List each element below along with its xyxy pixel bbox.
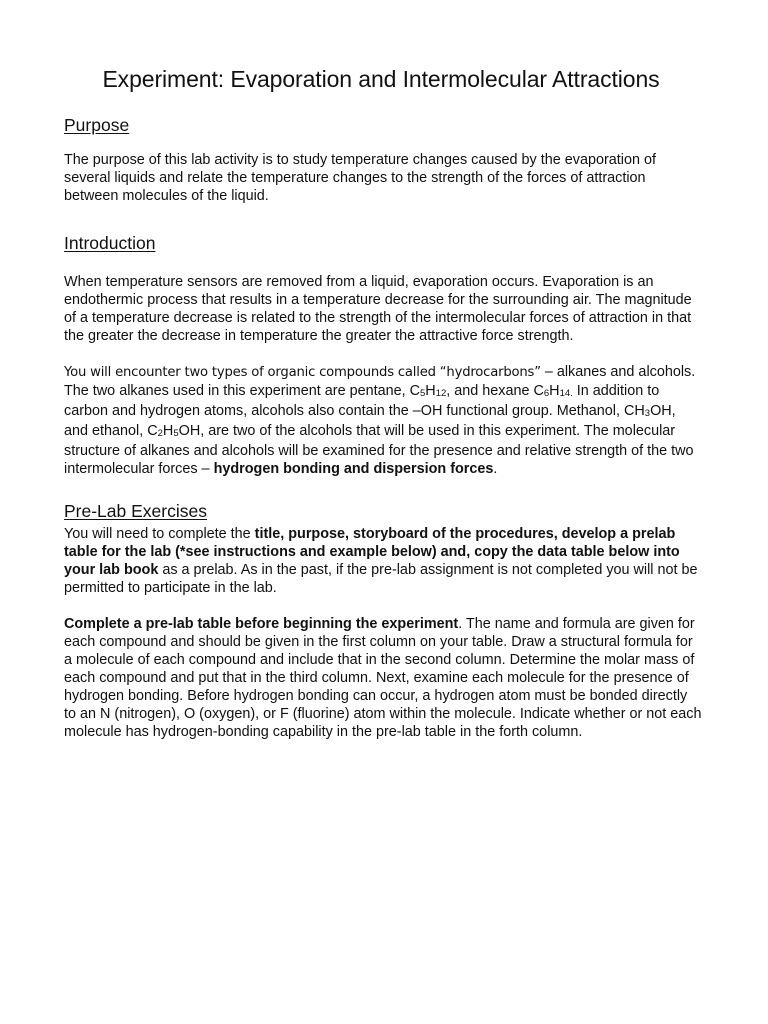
subscript: 14. xyxy=(559,388,573,399)
text-run: as a prelab. As in the past, if the pre-lab assignment is not completed you will not be permitted to participate in the lab. xyxy=(64,562,698,596)
bold-text: Complete a pre-lab table before beginning the experiment xyxy=(64,616,459,632)
document-title: Experiment: Evaporation and Intermolecular Attractions xyxy=(102,66,660,92)
bold-text: hydrogen bonding and dispersion forces xyxy=(213,461,494,477)
hydrocarbons-lead-text: You will encounter two types of organic compounds called “hydrocarbons” xyxy=(64,365,541,380)
introduction-paragraph-1: When temperature sensors are removed from a liquid, evaporation occurs. Evaporation is an endothermic process that results in a temperature decrease for the surrounding air. The magnitude of a temperature decrease is related to the strength of the intermolecular forces of attraction in that the greater the decrease in temperature the greater the attractive force strength. xyxy=(64,274,692,344)
text-run: H xyxy=(549,383,560,399)
introduction-heading: Introduction xyxy=(64,233,156,253)
introduction-paragraph-2 xyxy=(64,363,702,478)
text-run: OH, are two of the alcohols that will be used in this experiment. The molecular structure of alkanes and alcohols will be examined for the presence and relative strength of the two intermolecular forces – xyxy=(64,423,694,477)
subscript: 6 xyxy=(543,388,550,399)
prelab-heading: Pre-Lab Exercises xyxy=(64,501,207,521)
prelab-paragraph-2 xyxy=(64,615,702,741)
subscript: 3 xyxy=(644,408,651,419)
subscript: 5 xyxy=(419,388,426,399)
text-run: You will need to complete the xyxy=(64,526,255,542)
text-run: H xyxy=(162,423,174,439)
subscript: 5 xyxy=(173,428,179,439)
text-run: OH, and ethanol, C xyxy=(64,403,676,439)
subscript: 2 xyxy=(157,428,163,439)
text-run: In addition to carbon and hydrogen atoms, alcohols also contain the –OH functional group. Methanol, CH xyxy=(64,383,660,419)
purpose-heading: Purpose xyxy=(64,115,130,135)
text-run: – alkanes and alcohols. The two alkanes used in this experiment are pentane, C xyxy=(64,364,696,399)
bold-text: title, purpose, storyboard of the procedures, develop a prelab table for the lab (*see instructions and example below) and, copy the data table below into your lab book xyxy=(64,526,680,578)
purpose-paragraph: The purpose of this lab activity is to study temperature changes caused by the evaporation of several liquids and relate the temperature changes to the strength of the forces of attraction between molecules of the liquid. xyxy=(64,152,656,204)
subscript: 12 xyxy=(435,388,447,399)
text-run: , and hexane C xyxy=(446,383,544,399)
text-run: H xyxy=(425,383,436,399)
text-run: . xyxy=(493,461,498,477)
prelab-paragraph-1 xyxy=(64,525,702,597)
text-run: . The name and formula are given for each compound and should be given in the first column on your table. Draw a structural formula for a molecule of each compound and include that in the second column. Determine the molar mass of each compound and put that in the third column. Next, examine each molecule for the presence of hydrogen bonding. Before hydrogen bonding can occur, a hydrogen atom must be bonded directly to an N (nitrogen), O (oxygen), or F (fluorine) atom within the molecule. Indicate whether or not each molecule has hydrogen-bonding capability in the pre-lab table in the forth column. xyxy=(64,616,702,740)
